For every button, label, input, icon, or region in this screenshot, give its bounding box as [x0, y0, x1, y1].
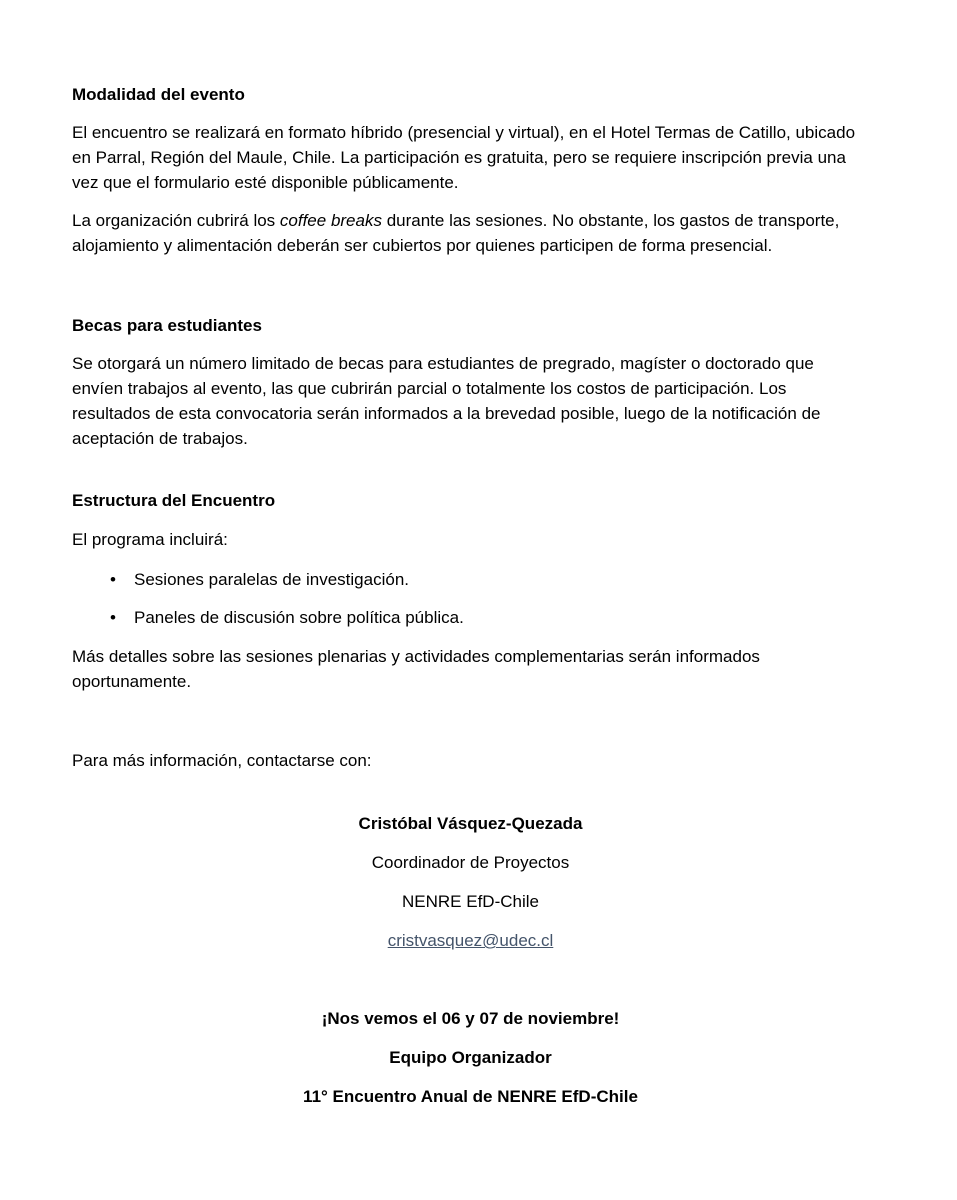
section-heading-modalidad: Modalidad del evento [72, 85, 245, 104]
contact-email-line [72, 928, 869, 953]
paragraph-modalidad-2-before: La organización cubrirá los [72, 211, 280, 230]
list-item [72, 567, 869, 592]
section-heading-estructura: Estructura del Encuentro [72, 491, 276, 510]
closing-line-date: ¡Nos vemos el 06 y 07 de noviembre! [321, 1009, 620, 1028]
bullet-list [72, 567, 869, 630]
paragraph-estructura-outro: Más detalles sobre las sesiones plenarias y actividades complementarias serán informados oportunamente. [72, 647, 760, 691]
bullet-icon: • [110, 570, 116, 589]
section-heading-becas: Becas para estudiantes [72, 316, 262, 335]
list-item [72, 605, 869, 630]
contact-name: Cristóbal Vásquez-Quezada [358, 814, 583, 833]
contact-email-link[interactable]: cristvasquez@udec.cl [387, 931, 554, 950]
paragraph-contact-intro: Para más información, contactarse con: [72, 751, 372, 770]
paragraph-modalidad-2 [72, 208, 869, 258]
closing-line-event: 11° Encuentro Anual de NENRE EfD-Chile [303, 1087, 638, 1106]
coffee-breaks-italic: coffee breaks [279, 211, 382, 230]
paragraph-modalidad-2-after: durante las sesiones. No obstante, los gastos de transporte, alojamiento y alimentación deberán ser cubiertos por quienes participen de forma presencial. [72, 211, 840, 255]
paragraph-becas-1: Se otorgará un número limitado de becas para estudiantes de pregrado, magíster o doctorado que envíen trabajos al evento, las que cubrirán parcial o totalmente los costos de participación. Los resultados de esta convocatoria serán informados a la brevedad posible, luego de la notificación de aceptación de trabajos. [72, 354, 821, 448]
bullet-icon: • [110, 608, 116, 627]
closing-line-team: Equipo Organizador [389, 1048, 552, 1067]
bullet-text: Paneles de discusión sobre política pública. [134, 608, 464, 627]
bullet-text: Sesiones paralelas de investigación. [134, 570, 410, 589]
paragraph-estructura-intro: El programa incluirá: [72, 530, 228, 549]
contact-org: NENRE EfD-Chile [402, 892, 539, 911]
contact-role: Coordinador de Proyectos [371, 853, 570, 872]
paragraph-modalidad-1: El encuentro se realizará en formato híbrido (presencial y virtual), en el Hotel Termas de Catillo, ubicado en Parral, Región del Maule, Chile. La participación es gratuita, pero se requiere inscripción previa una vez que el formulario esté disponible públicamente. [72, 123, 856, 192]
